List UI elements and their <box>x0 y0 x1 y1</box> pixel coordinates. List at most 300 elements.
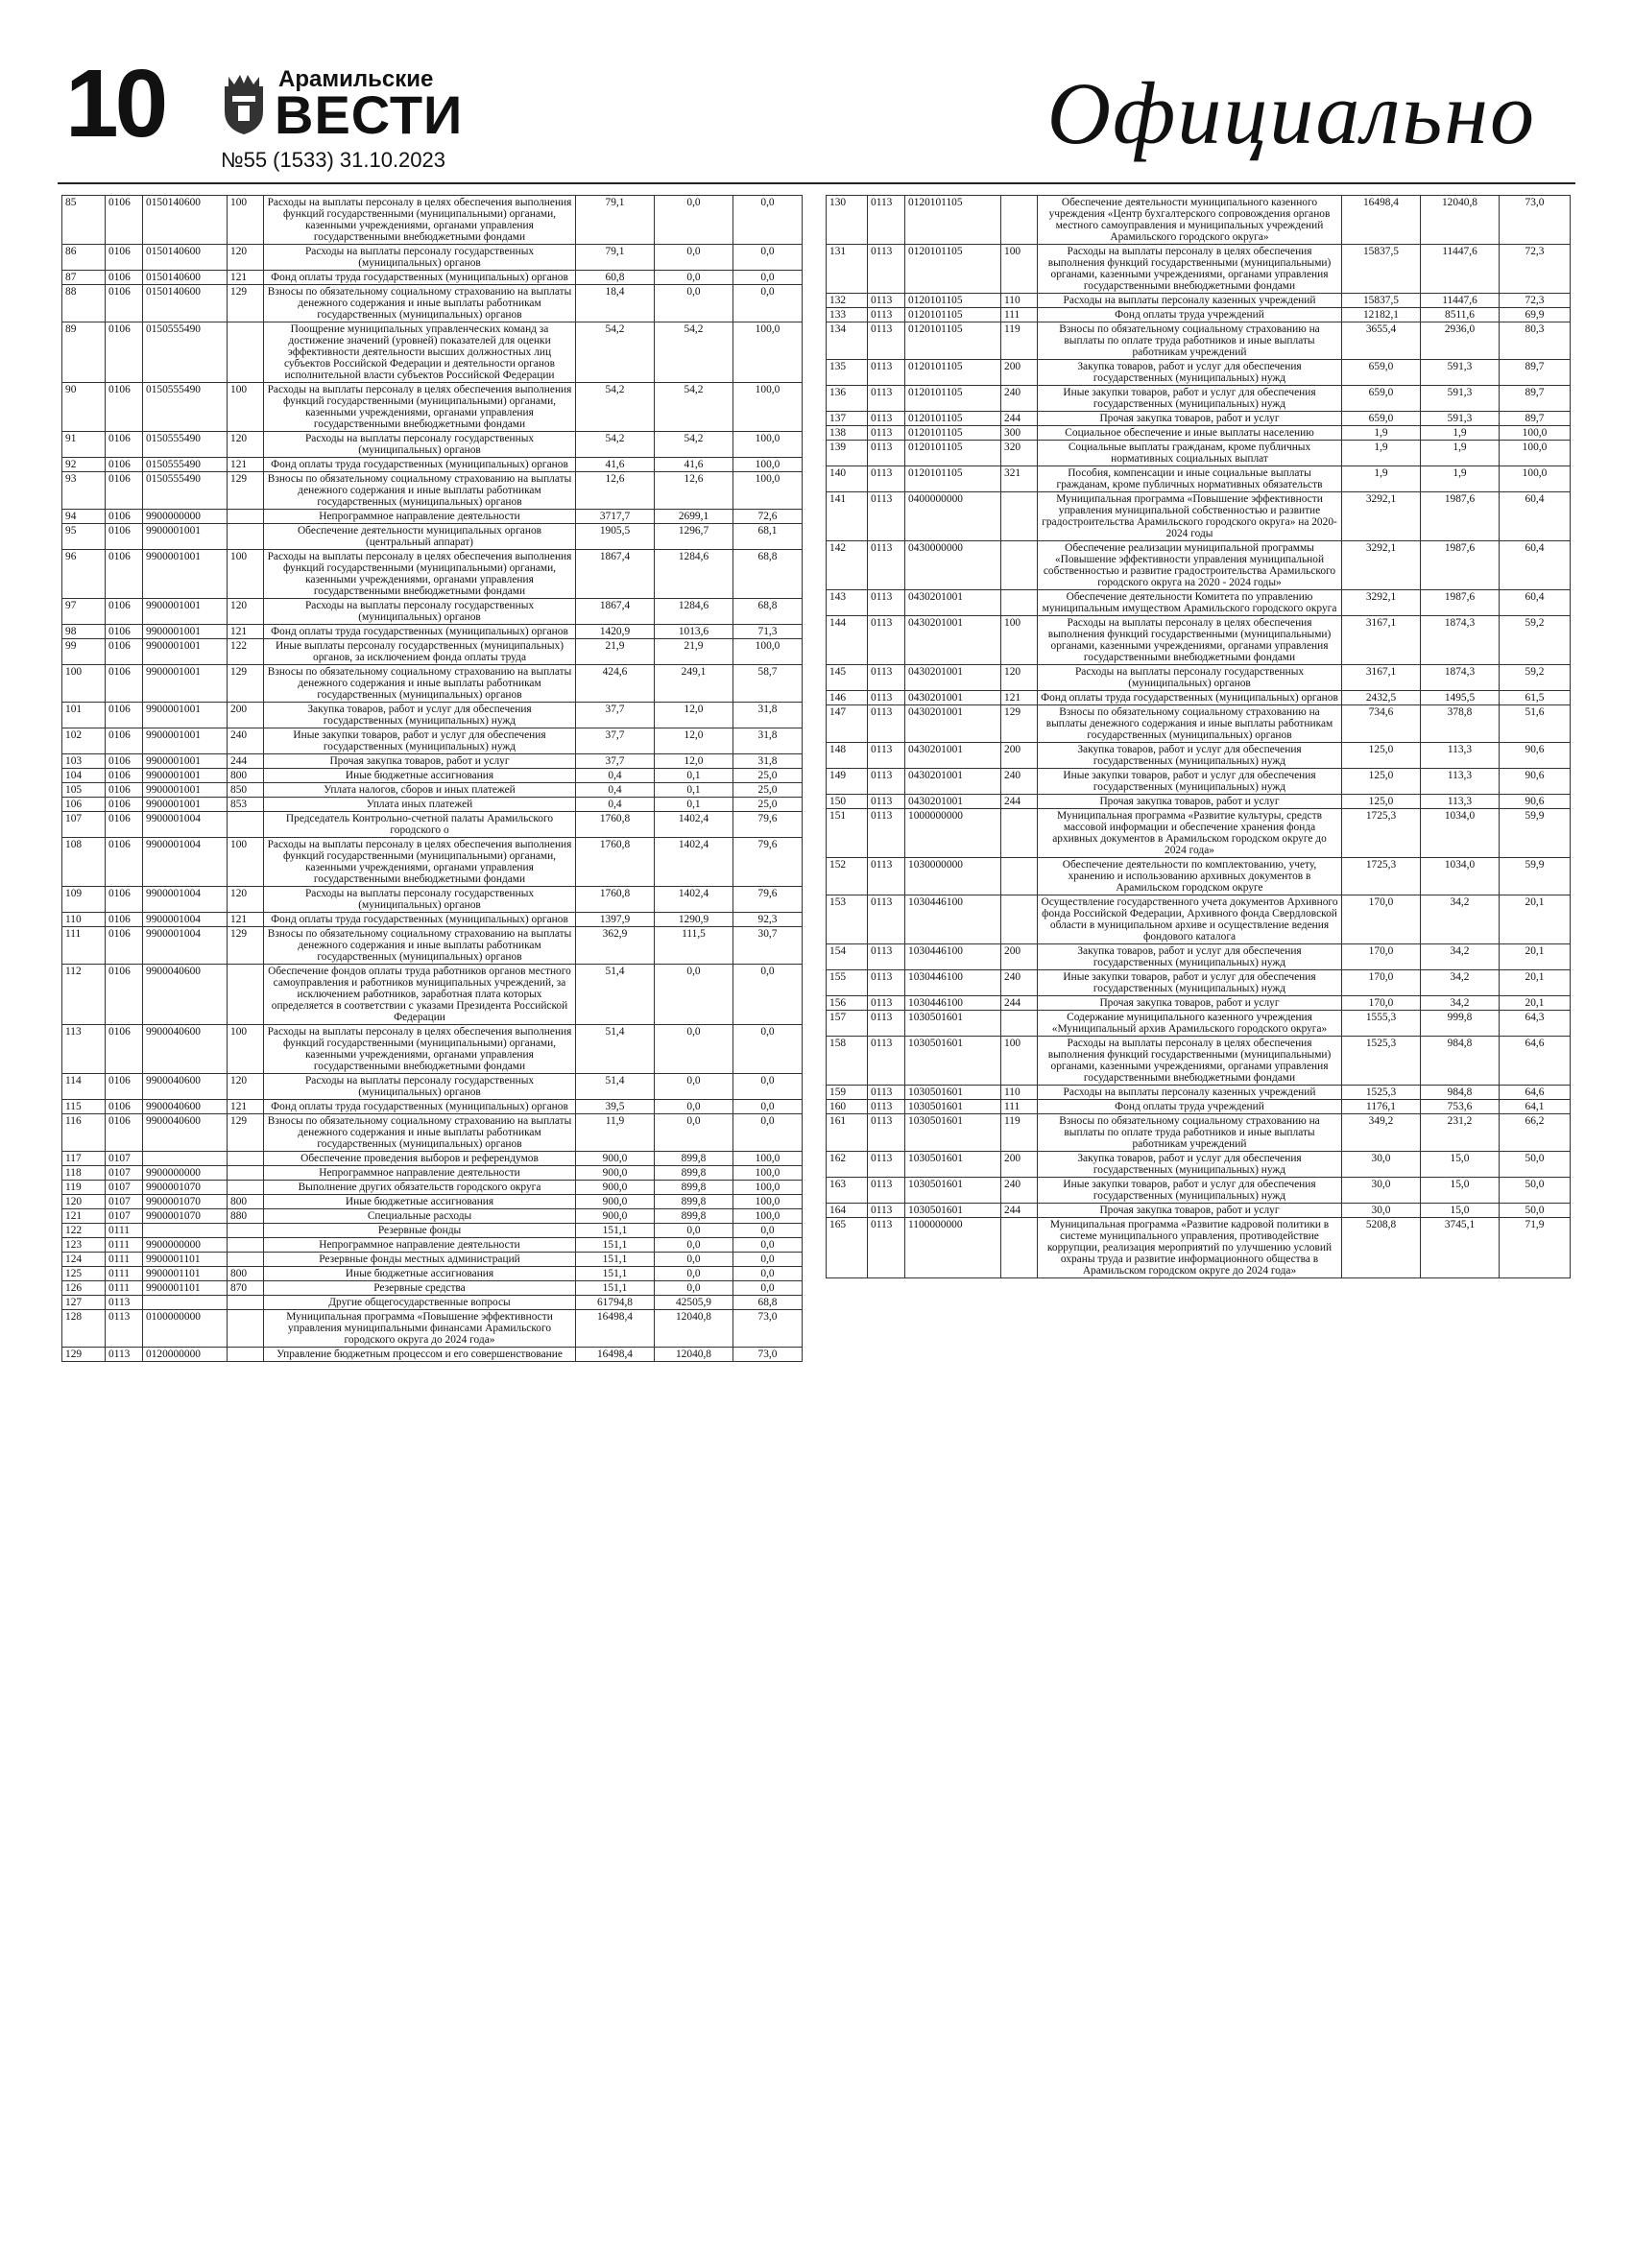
expense-type: 240 <box>1001 1178 1038 1204</box>
table-row <box>827 944 1571 970</box>
expense-type: 110 <box>1001 294 1038 308</box>
target-code: 9900001001 <box>143 769 228 783</box>
plan-value: 1867,4 <box>576 550 655 599</box>
section-code: 0106 <box>106 1025 143 1074</box>
plan-value: 734,6 <box>1342 705 1421 743</box>
row-number: 147 <box>827 705 868 743</box>
target-code: 0120101105 <box>905 308 1001 322</box>
percent-value: 80,3 <box>1500 322 1571 360</box>
expense-type: 300 <box>1001 426 1038 441</box>
table-row <box>827 1152 1571 1178</box>
target-code: 0150140600 <box>143 245 228 271</box>
actual-value: 12,0 <box>655 754 733 769</box>
plan-value: 1176,1 <box>1342 1100 1421 1114</box>
row-number: 127 <box>62 1296 106 1310</box>
item-name: Иные выплаты персоналу государственных (муниципальных) органов, за исключением фонда оплаты труда <box>264 639 576 665</box>
table-row <box>62 927 803 965</box>
row-number: 122 <box>62 1224 106 1238</box>
plan-value: 3292,1 <box>1342 541 1421 590</box>
expense-type: 200 <box>228 703 264 728</box>
actual-value: 1290,9 <box>655 913 733 927</box>
actual-value: 1013,6 <box>655 625 733 639</box>
section-code: 0106 <box>106 458 143 472</box>
expense-type: 111 <box>1001 308 1038 322</box>
expense-type: 119 <box>1001 1114 1038 1152</box>
row-number: 145 <box>827 665 868 691</box>
expense-type: 800 <box>228 1195 264 1209</box>
actual-value: 34,2 <box>1421 895 1500 944</box>
table-row <box>62 599 803 625</box>
row-number: 153 <box>827 895 868 944</box>
percent-value: 66,2 <box>1500 1114 1571 1152</box>
expense-type <box>228 1181 264 1195</box>
row-number: 143 <box>827 590 868 616</box>
plan-value: 51,4 <box>576 1025 655 1074</box>
percent-value: 90,6 <box>1500 743 1571 769</box>
table-row <box>62 1100 803 1114</box>
expense-type: 120 <box>228 245 264 271</box>
row-number: 150 <box>827 795 868 809</box>
actual-value: 1284,6 <box>655 599 733 625</box>
target-code: 9900001070 <box>143 1181 228 1195</box>
section-code: 0113 <box>868 426 905 441</box>
section-code: 0113 <box>868 769 905 795</box>
target-code: 9900001004 <box>143 887 228 913</box>
table-row <box>62 965 803 1025</box>
expense-type: 100 <box>228 1025 264 1074</box>
row-number: 126 <box>62 1281 106 1296</box>
actual-value: 1,9 <box>1421 426 1500 441</box>
table-row <box>827 1100 1571 1114</box>
target-code: 0430201001 <box>905 795 1001 809</box>
item-name: Иные закупки товаров, работ и услуг для обеспечения государственных (муниципальных) нужд <box>1038 1178 1342 1204</box>
section-code: 0106 <box>106 798 143 812</box>
row-number: 161 <box>827 1114 868 1152</box>
item-name: Взносы по обязательному социальному страхованию на выплаты денежного содержания и иные выплаты работникам государственных (муниципальных) органов <box>264 285 576 322</box>
target-code: 0120101105 <box>905 441 1001 466</box>
item-name: Расходы на выплаты персоналу казенных учреждений <box>1038 1086 1342 1100</box>
table-row <box>62 665 803 703</box>
row-number: 133 <box>827 308 868 322</box>
percent-value: 64,6 <box>1500 1037 1571 1086</box>
table-row <box>62 703 803 728</box>
issue-number: №55 (1533) 31.10.2023 <box>221 148 445 172</box>
actual-value: 1987,6 <box>1421 541 1500 590</box>
table-row <box>827 996 1571 1011</box>
item-name: Взносы по обязательному социальному страхованию на выплаты денежного содержания и иные выплаты работникам государственных (муниципальных) органов <box>1038 705 1342 743</box>
table-row <box>62 887 803 913</box>
plan-value: 900,0 <box>576 1166 655 1181</box>
percent-value: 100,0 <box>733 1166 803 1181</box>
target-code: 1030446100 <box>905 996 1001 1011</box>
item-name: Фонд оплаты труда государственных (муниципальных) органов <box>264 625 576 639</box>
actual-value: 54,2 <box>655 322 733 383</box>
target-code: 0100000000 <box>143 1310 228 1348</box>
expense-type: 121 <box>228 625 264 639</box>
plan-value: 151,1 <box>576 1253 655 1267</box>
expense-type: 800 <box>228 1267 264 1281</box>
percent-value: 60,4 <box>1500 590 1571 616</box>
row-number: 116 <box>62 1114 106 1152</box>
table-row <box>827 795 1571 809</box>
section-code: 0113 <box>868 1086 905 1100</box>
item-name: Расходы на выплаты персоналу в целях обеспечения выполнения функций государственными (муниципальными) органами, казенными учреждениями, органами управления государственными внебюджетными фондами <box>264 196 576 245</box>
table-row <box>827 616 1571 665</box>
section-code: 0106 <box>106 472 143 510</box>
section-code: 0106 <box>106 783 143 798</box>
item-name: Расходы на выплаты персоналу в целях обеспечения выполнения функций государственными (муниципальными) органами, казенными учреждениями, органами управления государственными внебюджетными фондами <box>264 383 576 432</box>
target-code: 0430201001 <box>905 743 1001 769</box>
target-code <box>143 1296 228 1310</box>
section-code: 0111 <box>106 1281 143 1296</box>
item-name: Непрограммное направление деятельности <box>264 1238 576 1253</box>
section-code: 0111 <box>106 1267 143 1281</box>
expense-type <box>228 812 264 838</box>
expense-type: 240 <box>1001 769 1038 795</box>
row-number: 102 <box>62 728 106 754</box>
table-row <box>62 1238 803 1253</box>
section-code: 0113 <box>868 705 905 743</box>
section-title: Официально <box>1046 64 1536 162</box>
target-code: 9900001001 <box>143 783 228 798</box>
plan-value: 39,5 <box>576 1100 655 1114</box>
table-row <box>827 441 1571 466</box>
table-row <box>827 196 1571 245</box>
section-code: 0111 <box>106 1238 143 1253</box>
actual-value: 0,1 <box>655 783 733 798</box>
plan-value: 16498,4 <box>1342 196 1421 245</box>
table-row <box>827 1086 1571 1100</box>
row-number: 110 <box>62 913 106 927</box>
percent-value: 89,7 <box>1500 386 1571 412</box>
percent-value: 72,3 <box>1500 294 1571 308</box>
target-code: 9900001101 <box>143 1281 228 1296</box>
target-code: 9900001001 <box>143 599 228 625</box>
plan-value: 79,1 <box>576 196 655 245</box>
percent-value: 73,0 <box>733 1310 803 1348</box>
actual-value: 984,8 <box>1421 1086 1500 1100</box>
row-number: 92 <box>62 458 106 472</box>
actual-value: 21,9 <box>655 639 733 665</box>
target-code: 0430201001 <box>905 769 1001 795</box>
item-name: Фонд оплаты труда государственных (муниципальных) органов <box>1038 691 1342 705</box>
section-code: 0106 <box>106 383 143 432</box>
expense-type: 100 <box>228 383 264 432</box>
expense-type: 244 <box>1001 412 1038 426</box>
target-code: 0120101105 <box>905 196 1001 245</box>
item-name: Фонд оплаты труда государственных (муниципальных) органов <box>264 913 576 927</box>
percent-value: 100,0 <box>733 432 803 458</box>
table-row <box>62 728 803 754</box>
plan-value: 11,9 <box>576 1114 655 1152</box>
row-number: 120 <box>62 1195 106 1209</box>
target-code: 0400000000 <box>905 492 1001 541</box>
expense-type: 100 <box>228 550 264 599</box>
row-number: 128 <box>62 1310 106 1348</box>
target-code: 0150140600 <box>143 196 228 245</box>
table-row <box>62 458 803 472</box>
plan-value: 2432,5 <box>1342 691 1421 705</box>
actual-value: 0,0 <box>655 1224 733 1238</box>
percent-value: 58,7 <box>733 665 803 703</box>
actual-value: 8511,6 <box>1421 308 1500 322</box>
plan-value: 21,9 <box>576 639 655 665</box>
percent-value: 89,7 <box>1500 360 1571 386</box>
item-name: Взносы по обязательному социальному страхованию на выплаты денежного содержания и иные выплаты работникам государственных (муниципальных) органов <box>264 927 576 965</box>
plan-value: 3717,7 <box>576 510 655 524</box>
percent-value: 50,0 <box>1500 1204 1571 1218</box>
row-number: 89 <box>62 322 106 383</box>
row-number: 111 <box>62 927 106 965</box>
percent-value: 100,0 <box>733 383 803 432</box>
row-number: 86 <box>62 245 106 271</box>
item-name: Взносы по обязательному социальному страхованию на выплаты денежного содержания и иные выплаты работникам государственных (муниципальных) органов <box>264 665 576 703</box>
row-number: 97 <box>62 599 106 625</box>
section-code: 0113 <box>106 1296 143 1310</box>
target-code: 0120101105 <box>905 466 1001 492</box>
actual-value: 12,6 <box>655 472 733 510</box>
item-name: Социальные выплаты гражданам, кроме публичных нормативных социальных выплат <box>1038 441 1342 466</box>
percent-value: 20,1 <box>1500 996 1571 1011</box>
actual-value: 0,0 <box>655 1238 733 1253</box>
plan-value: 1397,9 <box>576 913 655 927</box>
actual-value: 34,2 <box>1421 970 1500 996</box>
table-row <box>827 858 1571 895</box>
item-name: Резервные фонды <box>264 1224 576 1238</box>
percent-value: 90,6 <box>1500 795 1571 809</box>
table-row <box>62 1224 803 1238</box>
expense-type <box>228 322 264 383</box>
plan-value: 15837,5 <box>1342 294 1421 308</box>
table-row <box>827 590 1571 616</box>
percent-value: 79,6 <box>733 812 803 838</box>
row-number: 88 <box>62 285 106 322</box>
item-name: Закупка товаров, работ и услуг для обеспечения государственных (муниципальных) нужд <box>264 703 576 728</box>
actual-value: 899,8 <box>655 1209 733 1224</box>
table-row <box>62 1281 803 1296</box>
target-code: 1030501601 <box>905 1100 1001 1114</box>
target-code: 1030501601 <box>905 1086 1001 1100</box>
plan-value: 3167,1 <box>1342 665 1421 691</box>
section-code: 0106 <box>106 196 143 245</box>
row-number: 163 <box>827 1178 868 1204</box>
percent-value: 0,0 <box>733 245 803 271</box>
target-code: 0120101105 <box>905 294 1001 308</box>
item-name: Закупка товаров, работ и услуг для обеспечения государственных (муниципальных) нужд <box>1038 360 1342 386</box>
target-code: 0430201001 <box>905 665 1001 691</box>
target-code: 0150555490 <box>143 432 228 458</box>
expense-type: 850 <box>228 783 264 798</box>
section-code: 0106 <box>106 550 143 599</box>
item-name: Расходы на выплаты персоналу в целях обеспечения выполнения функций государственными (муниципальными) органами, казенными учреждениями, органами управления государственными внебюджетными фондами <box>264 550 576 599</box>
row-number: 104 <box>62 769 106 783</box>
section-code: 0106 <box>106 728 143 754</box>
actual-value: 0,0 <box>655 271 733 285</box>
percent-value: 25,0 <box>733 783 803 798</box>
table-row <box>827 1204 1571 1218</box>
item-name: Председатель Контрольно-счетной палаты Арамильского городского о <box>264 812 576 838</box>
actual-value: 54,2 <box>655 383 733 432</box>
page-number: 10 <box>65 50 165 157</box>
actual-value: 15,0 <box>1421 1204 1500 1218</box>
row-number: 96 <box>62 550 106 599</box>
plan-value: 16498,4 <box>576 1310 655 1348</box>
actual-value: 1034,0 <box>1421 809 1500 858</box>
section-code: 0113 <box>868 492 905 541</box>
section-code: 0106 <box>106 271 143 285</box>
percent-value: 100,0 <box>733 322 803 383</box>
table-row <box>62 812 803 838</box>
target-code: 9900001070 <box>143 1209 228 1224</box>
item-name: Специальные расходы <box>264 1209 576 1224</box>
percent-value: 0,0 <box>733 1074 803 1100</box>
item-name: Взносы по обязательному социальному страхованию на выплаты денежного содержания и иные выплаты работникам государственных (муниципальных) органов <box>264 1114 576 1152</box>
actual-value: 753,6 <box>1421 1100 1500 1114</box>
row-number: 100 <box>62 665 106 703</box>
item-name: Расходы на выплаты персоналу государственных (муниципальных) органов <box>264 245 576 271</box>
expense-type: 119 <box>1001 322 1038 360</box>
plan-value: 424,6 <box>576 665 655 703</box>
item-name: Расходы на выплаты персоналу государственных (муниципальных) органов <box>264 887 576 913</box>
item-name: Закупка товаров, работ и услуг для обеспечения государственных (муниципальных) нужд <box>1038 1152 1342 1178</box>
table-row <box>62 1209 803 1224</box>
target-code: 9900001001 <box>143 639 228 665</box>
percent-value: 68,8 <box>733 599 803 625</box>
row-number: 162 <box>827 1152 868 1178</box>
expense-type: 240 <box>1001 386 1038 412</box>
expense-type: 100 <box>1001 245 1038 294</box>
target-code: 9900001001 <box>143 550 228 599</box>
table-row <box>62 383 803 432</box>
target-code: 0120000000 <box>143 1348 228 1362</box>
coat-of-arms-icon <box>221 73 267 136</box>
table-row <box>62 524 803 550</box>
actual-value: 1284,6 <box>655 550 733 599</box>
item-name: Иные закупки товаров, работ и услуг для обеспечения государственных (муниципальных) нужд <box>1038 970 1342 996</box>
section-code: 0106 <box>106 965 143 1025</box>
plan-value: 1525,3 <box>1342 1086 1421 1100</box>
section-code: 0113 <box>868 590 905 616</box>
expense-type: 244 <box>228 754 264 769</box>
expense-type: 244 <box>1001 795 1038 809</box>
plan-value: 900,0 <box>576 1209 655 1224</box>
table-row <box>62 1310 803 1348</box>
section-code: 0107 <box>106 1181 143 1195</box>
section-code: 0107 <box>106 1166 143 1181</box>
percent-value: 90,6 <box>1500 769 1571 795</box>
row-number: 141 <box>827 492 868 541</box>
table-row <box>62 472 803 510</box>
row-number: 138 <box>827 426 868 441</box>
table-row <box>827 412 1571 426</box>
target-code: 9900001001 <box>143 798 228 812</box>
table-row <box>62 1267 803 1281</box>
actual-value: 15,0 <box>1421 1152 1500 1178</box>
section-code: 0113 <box>868 743 905 769</box>
section-code: 0113 <box>868 1011 905 1037</box>
row-number: 140 <box>827 466 868 492</box>
expense-type <box>1001 1011 1038 1037</box>
percent-value: 20,1 <box>1500 895 1571 944</box>
actual-value: 1402,4 <box>655 887 733 913</box>
row-number: 137 <box>827 412 868 426</box>
item-name: Муниципальная программа «Развитие культуры, средств массовой информации и обеспечение хранения фонда архивных документов в Арамильском городском округе до 2024 года» <box>1038 809 1342 858</box>
expense-type <box>1001 1218 1038 1278</box>
row-number: 91 <box>62 432 106 458</box>
expense-type: 111 <box>1001 1100 1038 1114</box>
table-row <box>827 360 1571 386</box>
target-code: 1030501601 <box>905 1178 1001 1204</box>
percent-value: 20,1 <box>1500 970 1571 996</box>
percent-value: 50,0 <box>1500 1178 1571 1204</box>
section-code: 0113 <box>868 996 905 1011</box>
actual-value: 1,9 <box>1421 466 1500 492</box>
target-code: 0150140600 <box>143 271 228 285</box>
expense-type <box>228 1253 264 1267</box>
expense-type <box>228 1224 264 1238</box>
target-code: 1100000000 <box>905 1218 1001 1278</box>
section-code: 0113 <box>868 360 905 386</box>
expense-type: 122 <box>228 639 264 665</box>
section-code: 0106 <box>106 927 143 965</box>
target-code: 9900040600 <box>143 965 228 1025</box>
percent-value: 59,9 <box>1500 858 1571 895</box>
item-name: Фонд оплаты труда государственных (муниципальных) органов <box>264 1100 576 1114</box>
percent-value: 73,0 <box>1500 196 1571 245</box>
percent-value: 0,0 <box>733 1253 803 1267</box>
row-number: 105 <box>62 783 106 798</box>
item-name: Иные закупки товаров, работ и услуг для обеспечения государственных (муниципальных) нужд <box>264 728 576 754</box>
percent-value: 64,3 <box>1500 1011 1571 1037</box>
actual-value: 41,6 <box>655 458 733 472</box>
actual-value: 12040,8 <box>655 1310 733 1348</box>
table-row <box>62 783 803 798</box>
actual-value: 591,3 <box>1421 386 1500 412</box>
expense-type: 121 <box>228 458 264 472</box>
row-number: 129 <box>62 1348 106 1362</box>
target-code: 1030501601 <box>905 1114 1001 1152</box>
table-row <box>827 492 1571 541</box>
target-code: 9900001004 <box>143 913 228 927</box>
actual-value: 591,3 <box>1421 360 1500 386</box>
target-code: 9900001001 <box>143 703 228 728</box>
percent-value: 100,0 <box>733 1195 803 1209</box>
plan-value: 151,1 <box>576 1281 655 1296</box>
target-code: 9900001101 <box>143 1253 228 1267</box>
row-number: 142 <box>827 541 868 590</box>
expense-type <box>228 524 264 550</box>
expense-type: 121 <box>1001 691 1038 705</box>
plan-value: 0,4 <box>576 783 655 798</box>
section-code: 0113 <box>868 196 905 245</box>
table-row <box>62 1253 803 1267</box>
plan-value: 125,0 <box>1342 743 1421 769</box>
row-number: 101 <box>62 703 106 728</box>
percent-value: 0,0 <box>733 271 803 285</box>
item-name: Расходы на выплаты персоналу в целях обеспечения выполнения функций государственными (муниципальными) органами, казенными учреждениями, органами управления государственными внебюджетными фондами <box>264 1025 576 1074</box>
plan-value: 170,0 <box>1342 895 1421 944</box>
item-name: Уплата иных платежей <box>264 798 576 812</box>
table-row <box>827 466 1571 492</box>
item-name: Непрограммное направление деятельности <box>264 510 576 524</box>
table-row <box>62 639 803 665</box>
plan-value: 3167,1 <box>1342 616 1421 665</box>
section-code: 0113 <box>106 1348 143 1362</box>
expense-type: 100 <box>228 196 264 245</box>
item-name: Прочая закупка товаров, работ и услуг <box>1038 795 1342 809</box>
expense-type: 200 <box>1001 1152 1038 1178</box>
plan-value: 1905,5 <box>576 524 655 550</box>
